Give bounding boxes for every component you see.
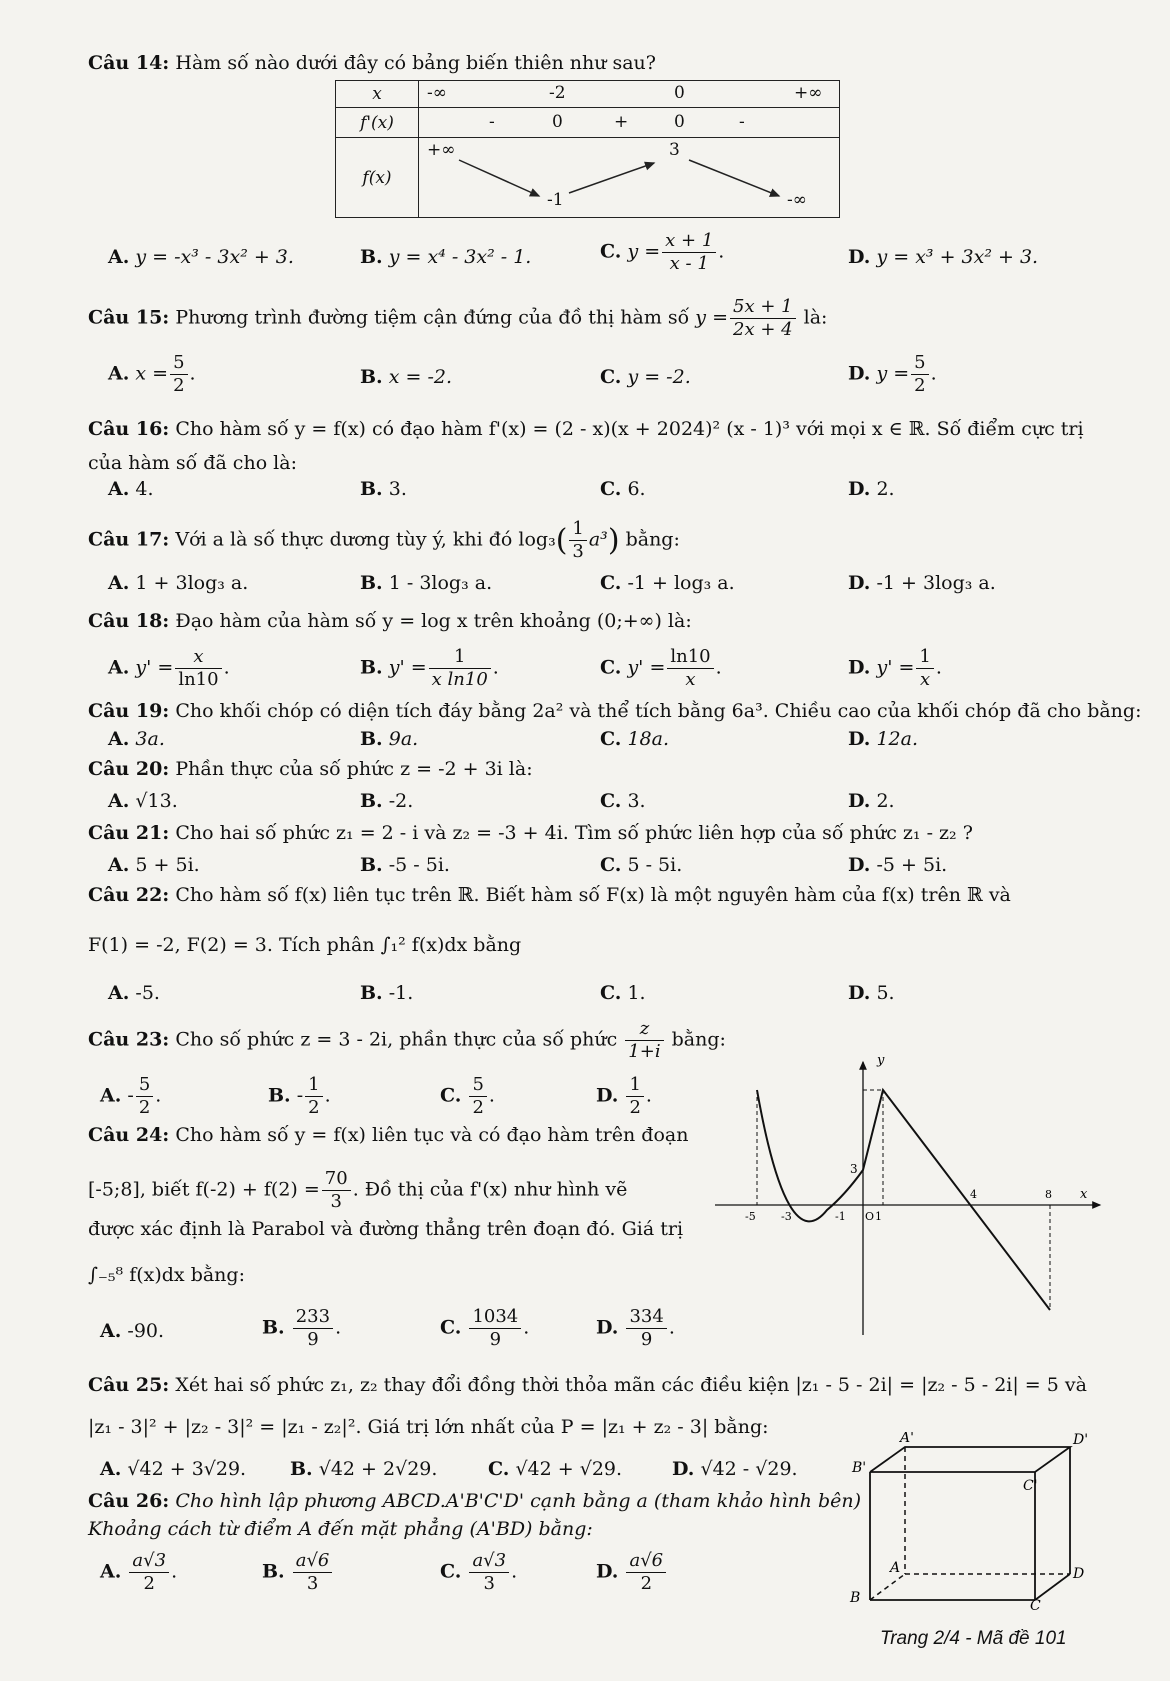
q16-stem: Câu 16: Cho hàm số y = f(x) có đạo hàm f'(x) = (2 - x)(x + 2024)² (x - 1)³ với mọi x ∈ ℝ. Số điểm cực trị [88, 418, 1084, 440]
vt-x-head: x [336, 81, 419, 108]
q22-option-a[interactable]: A. -5. [108, 982, 160, 1004]
q26-option-a[interactable]: A. $\frac{a√3}{2}$ . [100, 1550, 178, 1594]
vt-f-head: f(x) [336, 138, 419, 218]
q16-option-d[interactable]: D. 2. [848, 478, 895, 500]
q18-option-a[interactable]: A. y' = $\frac{x}{\ln 10}$ . [108, 646, 230, 690]
vt-x-val: -∞ [427, 83, 447, 103]
q15-stem: Câu 15: Phương trình đường tiệm cận đứng của đồ thị hàm số y = $\frac{5x + 1}{2x + 4}$ là: [88, 296, 828, 340]
q14-option-d[interactable]: D. y = x³ + 3x² + 3. [848, 246, 1039, 268]
y-tick: 3 [850, 1162, 858, 1176]
q21-option-c[interactable]: C. 5 - 5i. [600, 854, 683, 876]
vt-f-val: 3 [669, 140, 680, 160]
q19-option-a[interactable]: A. 3a. [108, 728, 165, 750]
q23-option-c[interactable]: C. $\frac{5}{2}$ . [440, 1074, 495, 1118]
page-footer: Trang 2/4 - Mã đề 101 [880, 1628, 1067, 1649]
x-tick: 1 [875, 1210, 882, 1223]
x-tick: 8 [1045, 1188, 1052, 1201]
q16-stem-line2: của hàm số đã cho là: [88, 452, 297, 474]
q26-stem: Câu 26: Cho hình lập phương ABCD.A'B'C'D' cạnh bằng a (tham khảo hình bên) [88, 1490, 862, 1512]
vertex-label: D [1073, 1566, 1085, 1582]
q16-option-b[interactable]: B. 3. [360, 478, 407, 500]
vertex-label: B [850, 1590, 861, 1606]
cube-edge [870, 1447, 1070, 1472]
q17-option-d[interactable]: D. -1 + 3log₃ a. [848, 572, 996, 594]
q22-stem: Câu 22: Cho hàm số f(x) liên tục trên ℝ. Biết hàm số F(x) là một nguyên hàm của f(x) trên ℝ và [88, 884, 1011, 906]
vt-x-val: 0 [674, 83, 685, 103]
hidden-edge [870, 1574, 905, 1600]
q15-option-a[interactable]: A. x = $\frac{5}{2}$ . [108, 352, 196, 396]
q17-option-a[interactable]: A. 1 + 3log₃ a. [108, 572, 249, 594]
vt-x-row [419, 81, 840, 108]
q25-option-b[interactable]: B. √42 + 2√29. [290, 1458, 438, 1480]
vt-fp-val: 0 [674, 112, 685, 132]
q19-option-d[interactable]: D. 12a. [848, 728, 919, 750]
derivative-graph [715, 1050, 1105, 1340]
vt-fp-val: - [489, 112, 495, 132]
q26-option-d[interactable]: D. $\frac{a√6}{2}$ [596, 1550, 668, 1595]
q22-option-c[interactable]: C. 1. [600, 982, 646, 1004]
q23-option-d[interactable]: D. $\frac{1}{2}$ . [596, 1074, 652, 1118]
q24-option-b[interactable]: B. $\frac{233}{9}$ . [262, 1306, 342, 1350]
vertex-label: C' [1023, 1478, 1038, 1494]
x-tick: -5 [745, 1210, 756, 1223]
vt-f-val: -∞ [787, 190, 807, 210]
q14-text: Hàm số nào dưới đây có bảng biến thiên như sau? [175, 52, 656, 74]
q15-option-b[interactable]: B. x = -2. [360, 366, 452, 388]
q24-stem-line2: [-5;8], biết f(-2) + f(2) = $\frac{70}{3}$ . Đồ thị của f'(x) như hình vẽ [88, 1168, 628, 1212]
q21-stem: Câu 21: Cho hai số phức z₁ = 2 - i và z₂ = -3 + 4i. Tìm số phức liên hợp của số phức z₁ - z₂ ? [88, 822, 973, 844]
vertex-label: C [1030, 1598, 1041, 1612]
q25-stem: Câu 25: Xét hai số phức z₁, z₂ thay đổi đồng thời thỏa mãn các điều kiện |z₁ - 5 - 2i| = |z₂ - 5 - 2i| = 5 và [88, 1374, 1087, 1396]
vertex-label: B' [852, 1460, 867, 1476]
q26-option-c[interactable]: C. $\frac{a√3}{3}$ . [440, 1550, 518, 1594]
q24-stem-line4: ∫₋₅⁸ f(x)dx bằng: [88, 1264, 245, 1286]
q14-stem [88, 52, 656, 74]
q17-option-c[interactable]: C. -1 + log₃ a. [600, 572, 735, 594]
variation-table [335, 80, 840, 218]
vt-arrows [419, 138, 849, 218]
q14-label: Câu 14: [88, 52, 170, 74]
vt-fp-val: 0 [552, 112, 563, 132]
q25-stem-line2: |z₁ - 3|² + |z₂ - 3|² = |z₁ - z₂|². Giá trị lớn nhất của P = |z₁ + z₂ - 3| bằng: [88, 1416, 769, 1438]
q16-option-a[interactable]: A. 4. [108, 478, 154, 500]
q23-option-a[interactable]: A. - $\frac{5}{2}$ . [100, 1074, 162, 1118]
y-axis-label: y [877, 1053, 885, 1068]
q17-stem: Câu 17: Với a là số thực dương tùy ý, khi đó log₃( $\frac{1}{3}$ a³) bằng: [88, 518, 680, 562]
origin-label: O [865, 1210, 875, 1223]
q19-option-c[interactable]: C. 18a. [600, 728, 669, 750]
vt-x-val: +∞ [794, 83, 823, 103]
x-axis-label: x [1080, 1187, 1088, 1202]
q18-option-c[interactable]: C. y' = $\frac{\ln 10}{x}$ . [600, 646, 722, 690]
vt-f-val: +∞ [427, 140, 456, 160]
q19-option-b[interactable]: B. 9a. [360, 728, 419, 750]
vt-f-row [419, 138, 840, 218]
q24-option-c[interactable]: C. $\frac{1034}{9}$ . [440, 1306, 530, 1350]
q24-stem: Câu 24: Cho hàm số y = f(x) liên tục và có đạo hàm trên đoạn [88, 1124, 689, 1146]
cube-edge [1035, 1574, 1070, 1600]
q22-stem-line2: F(1) = -2, F(2) = 3. Tích phân ∫₁² f(x)dx bằng [88, 934, 522, 956]
q26-option-b[interactable]: B. $\frac{a√6}{3}$ [262, 1550, 334, 1595]
vt-f-val: -1 [547, 190, 564, 210]
q21-option-d[interactable]: D. -5 + 5i. [848, 854, 948, 876]
vt-fp-row [419, 108, 840, 138]
x-tick: 4 [970, 1188, 977, 1201]
vt-fp-head: f'(x) [336, 108, 419, 138]
q20-option-b[interactable]: B. -2. [360, 790, 414, 812]
q18-option-b[interactable]: B. y' = $\frac{1}{\text{x ln10}}$ . [360, 646, 499, 690]
vt-fp-val: - [739, 112, 745, 132]
vt-fp-val: + [614, 112, 629, 132]
q25-option-c[interactable]: C. √42 + √29. [488, 1458, 623, 1480]
x-tick: -1 [835, 1210, 846, 1223]
q16-option-c[interactable]: C. 6. [600, 478, 646, 500]
q22-option-b[interactable]: B. -1. [360, 982, 414, 1004]
q15-option-c[interactable]: C. y = -2. [600, 366, 691, 388]
q20-stem: Câu 20: Phần thực của số phức z = -2 + 3i là: [88, 758, 533, 780]
vertex-label: A [890, 1560, 901, 1576]
q25-option-d[interactable]: D. √42 - √29. [672, 1458, 798, 1480]
q24-option-d[interactable]: D. $\frac{334}{9}$ . [596, 1306, 675, 1350]
q20-option-a[interactable]: A. √13. [108, 790, 178, 812]
x-tick: -3 [781, 1210, 792, 1223]
q18-option-d[interactable]: D. y' = $\frac{1}{x}$ . [848, 646, 942, 690]
q14-option-c[interactable]: C. y = $\frac{x + 1}{x - 1}$ . [600, 230, 725, 274]
q21-option-a[interactable]: A. 5 + 5i. [108, 854, 200, 876]
q17-option-b[interactable]: B. 1 - 3log₃ a. [360, 572, 493, 594]
q20-option-d[interactable]: D. 2. [848, 790, 895, 812]
q24-stem-line3: được xác định là Parabol và đường thẳng trên đoạn đó. Giá trị [88, 1218, 684, 1240]
q15-option-d[interactable]: D. y = $\frac{5}{2}$ . [848, 352, 937, 396]
vertex-label: A' [900, 1432, 914, 1446]
cube-figure [830, 1432, 1090, 1612]
vertex-label: D' [1073, 1432, 1089, 1448]
q19-stem: Câu 19: Cho khối chóp có diện tích đáy bằng 2a² và thể tích bằng 6a³. Chiều cao của khối chóp đã cho bằng: [88, 700, 1142, 722]
vt-x-val: -2 [549, 83, 566, 103]
q14-option-b[interactable]: B. y = x⁴ - 3x² - 1. [360, 246, 532, 268]
q14-option-a[interactable]: A. y = -x³ - 3x² + 3. [108, 246, 294, 268]
q23-option-b[interactable]: B. - $\frac{1}{2}$ . [268, 1074, 331, 1118]
q26-stem-line2: Khoảng cách từ điểm A đến mặt phẳng (A'BD) bằng: [88, 1518, 593, 1540]
graph-curve [757, 1090, 1050, 1310]
q23-stem: Câu 23: Cho số phức z = 3 - 2i, phần thực của số phức $\frac{z}{1+i}$ bằng: [88, 1018, 726, 1062]
q18-stem: Câu 18: Đạo hàm của hàm số y = log x trên khoảng (0;+∞) là: [88, 610, 692, 632]
q21-option-b[interactable]: B. -5 - 5i. [360, 854, 450, 876]
q20-option-c[interactable]: C. 3. [600, 790, 646, 812]
q24-option-a[interactable]: A. -90. [100, 1320, 165, 1342]
q25-option-a[interactable]: A. √42 + 3√29. [100, 1458, 247, 1480]
q22-option-d[interactable]: D. 5. [848, 982, 895, 1004]
